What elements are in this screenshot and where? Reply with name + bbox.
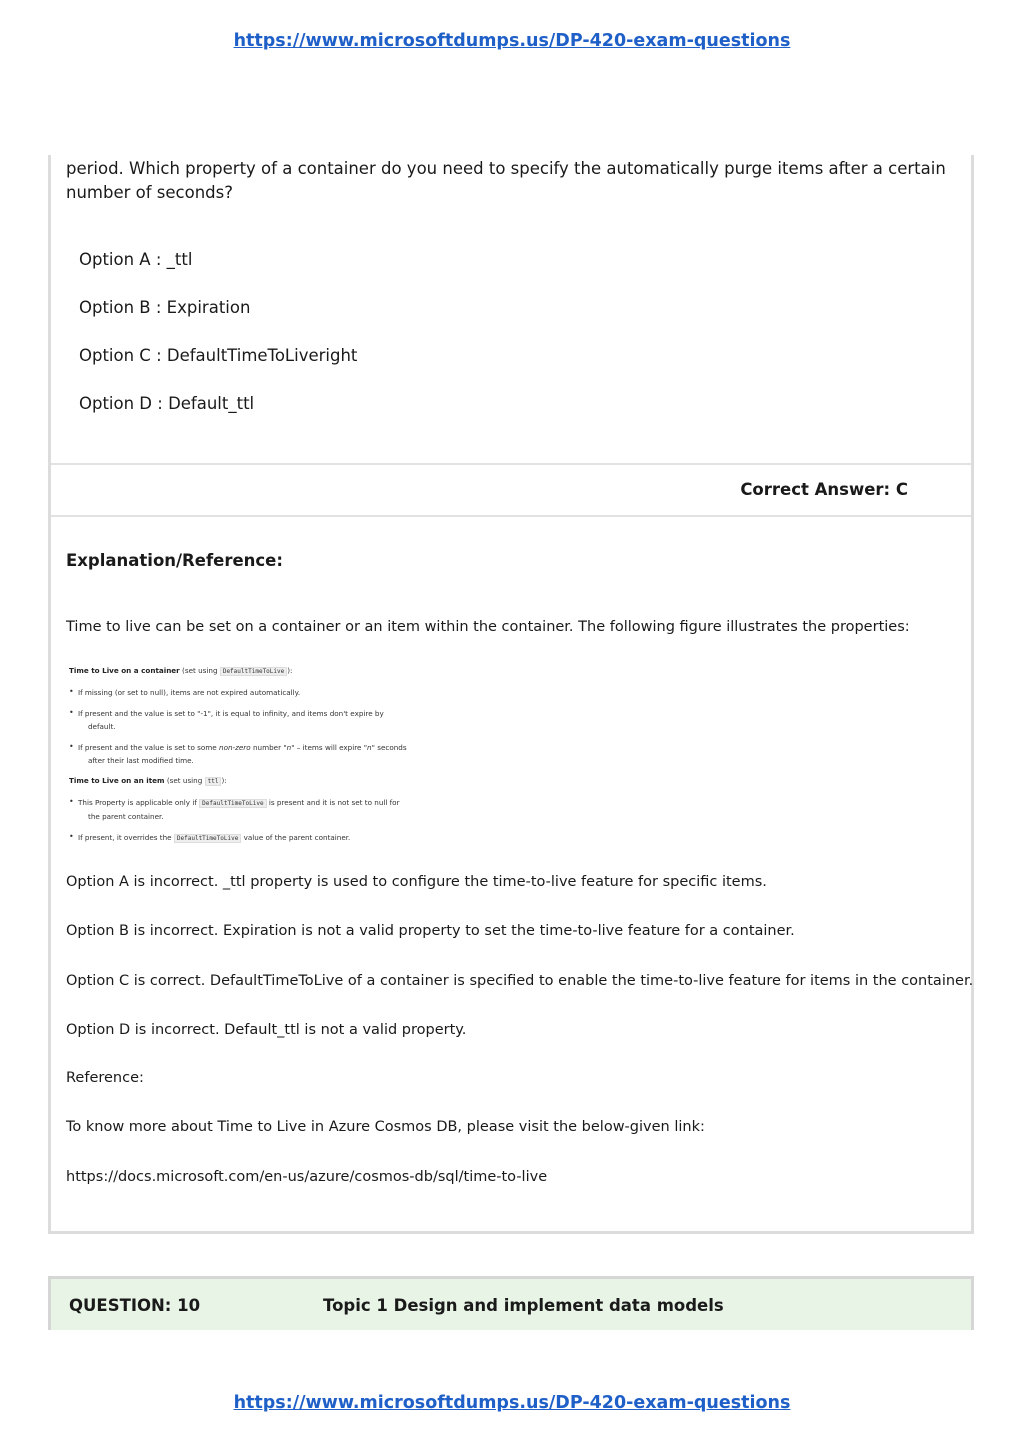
option-a: Option A : _ttl	[79, 250, 193, 269]
question-topic: Topic 1 Design and implement data models	[323, 1296, 724, 1315]
question-text: period. Which property of a container do you need to specify the automatically purge items after a certain number of seconds?	[66, 159, 946, 202]
figure-bullet: • If present, it overrides the DefaultTimeToLive value of the parent container.	[78, 833, 350, 842]
explanation-line: To know more about Time to Live in Azure Cosmos DB, please visit the below-given link:	[66, 1119, 705, 1135]
next-question-bar	[48, 1276, 974, 1330]
reference-url: https://docs.microsoft.com/en-us/azure/cosmos-db/sql/time-to-live	[66, 1169, 548, 1185]
option-d: Option D : Default_ttl	[79, 394, 255, 413]
figure-bullet-continued: the parent container.	[88, 812, 164, 821]
question-number: QUESTION: 10	[69, 1296, 201, 1315]
explanation-line: Option A is incorrect. _ttl property is used to configure the time-to-live feature for specific items.	[66, 874, 767, 890]
explanation-line: Option C is correct. DefaultTimeToLive of a container is specified to enable the time-to-live feature for items in the container.	[66, 973, 974, 989]
figure-bullet: • If present and the value is set to "-1", it is equal to infinity, and items don't expire by	[78, 709, 384, 718]
figure-container-heading: Time to Live on a container (set using DefaultTimeToLive ):	[69, 666, 293, 675]
divider	[51, 463, 971, 465]
correct-answer: Correct Answer: C	[740, 480, 908, 499]
divider	[51, 515, 971, 517]
question-card	[48, 155, 974, 1234]
explanation-line: Option B is incorrect. Expiration is not a valid property to set the time-to-live feature for a container.	[66, 923, 795, 939]
reference-label: Reference:	[66, 1070, 144, 1086]
figure-bullet: • If present and the value is set to some non-zero number "n" – items will expire "n" seconds	[78, 743, 407, 752]
option-b: Option B : Expiration	[79, 298, 251, 317]
header-exam-link[interactable]: https://www.microsoftdumps.us/DP-420-exam-questions	[233, 31, 791, 51]
ttl-properties-figure	[66, 663, 426, 847]
figure-bullet-continued: default.	[88, 722, 116, 731]
option-c: Option C : DefaultTimeToLiveright	[79, 346, 358, 365]
figure-bullet-continued: after their last modified time.	[88, 756, 194, 765]
figure-item-heading: Time to Live on an item (set using ttl ):	[69, 776, 227, 785]
figure-bullet: • If missing (or set to null), items are not expired automatically.	[78, 688, 300, 697]
footer-exam-link[interactable]: https://www.microsoftdumps.us/DP-420-exam-questions	[233, 1393, 791, 1413]
explanation-intro: Time to live can be set on a container or an item within the container. The following figure illustrates the properties:	[66, 619, 910, 635]
explanation-line: Option D is incorrect. Default_ttl is not a valid property.	[66, 1022, 467, 1038]
explanation-title: Explanation/Reference:	[66, 551, 283, 570]
figure-bullet: • This Property is applicable only if DefaultTimeToLive is present and it is not set to null for	[78, 798, 400, 807]
